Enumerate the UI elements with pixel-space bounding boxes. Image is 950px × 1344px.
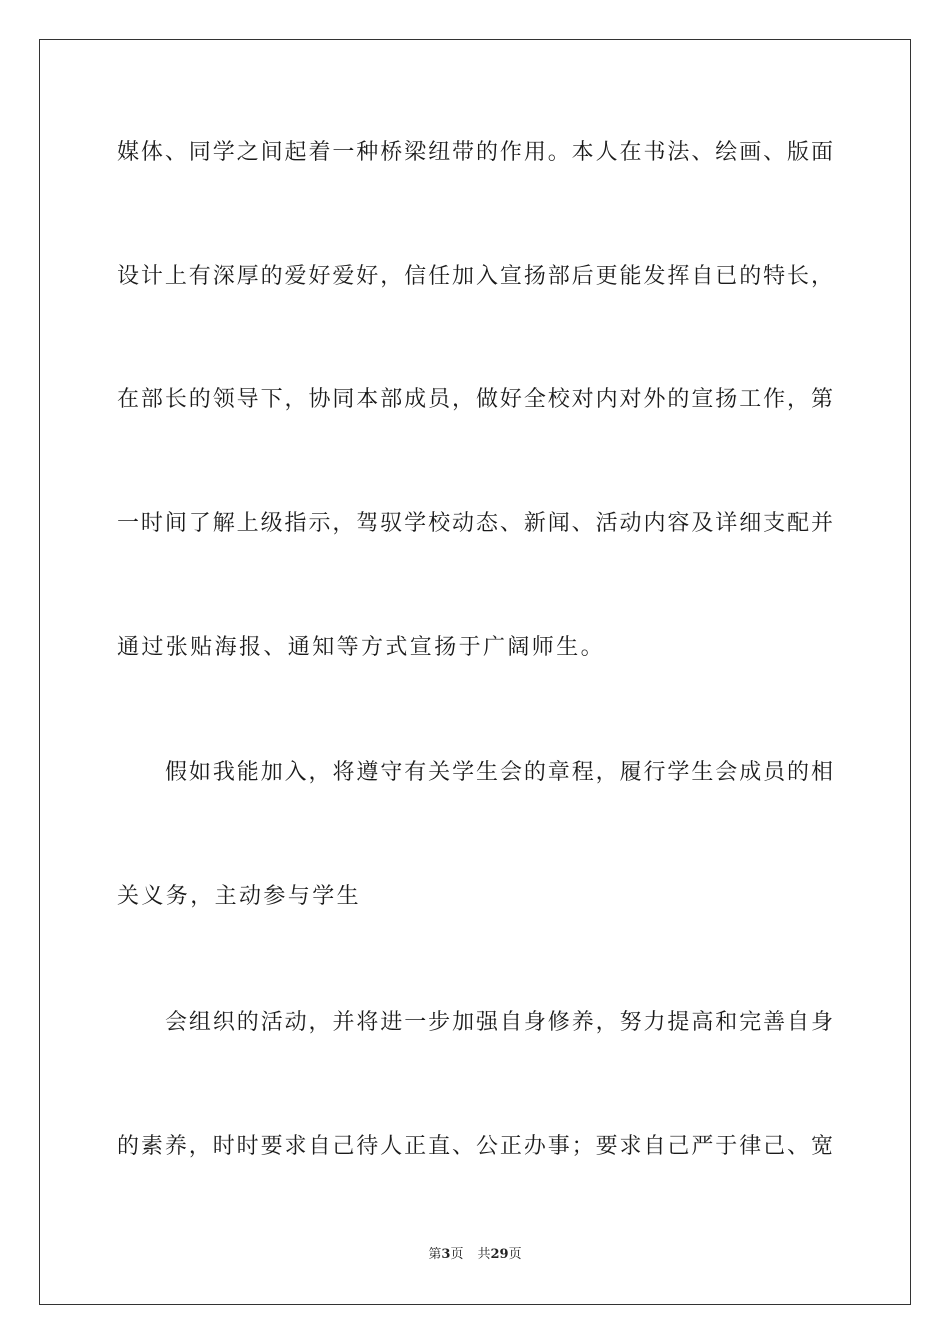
text-line-8: 会组织的活动，并将进一步加强自身修养，努力提高和完善自身	[165, 1010, 833, 1035]
total-prefix: 共	[477, 1247, 491, 1262]
text-line-4: 一时间了解上级指示，驾驭学校动态、新闻、活动内容及详细支配并	[117, 511, 833, 536]
text-line-7: 关义务，主动参与学生	[117, 884, 362, 909]
text-line-9: 的素养，时时要求自己待人正直、公正办事；要求自己严于律己、宽	[117, 1134, 833, 1159]
text-line-3: 在部长的领导下，协同本部成员，做好全校对内对外的宣扬工作，第	[117, 387, 833, 412]
page-frame	[39, 39, 911, 1305]
text-line-5: 通过张贴海报、通知等方式宣扬于广阔师生。	[117, 635, 606, 660]
page-number: 3	[441, 1247, 451, 1262]
total-pages: 29	[490, 1247, 509, 1262]
text-line-2: 设计上有深厚的爱好爱好，信任加入宣扬部后更能发挥自已的特长，	[117, 264, 833, 289]
text-line-1: 媒体、同学之间起着一种桥梁纽带的作用。本人在书法、绘画、版面	[117, 140, 833, 165]
page-suffix: 页	[450, 1247, 464, 1262]
total-suffix: 页	[508, 1247, 522, 1262]
text-line-6: 假如我能加入，将遵守有关学生会的章程，履行学生会成员的相	[165, 760, 833, 785]
page-footer	[0, 1246, 950, 1264]
page-prefix: 第	[428, 1247, 442, 1262]
